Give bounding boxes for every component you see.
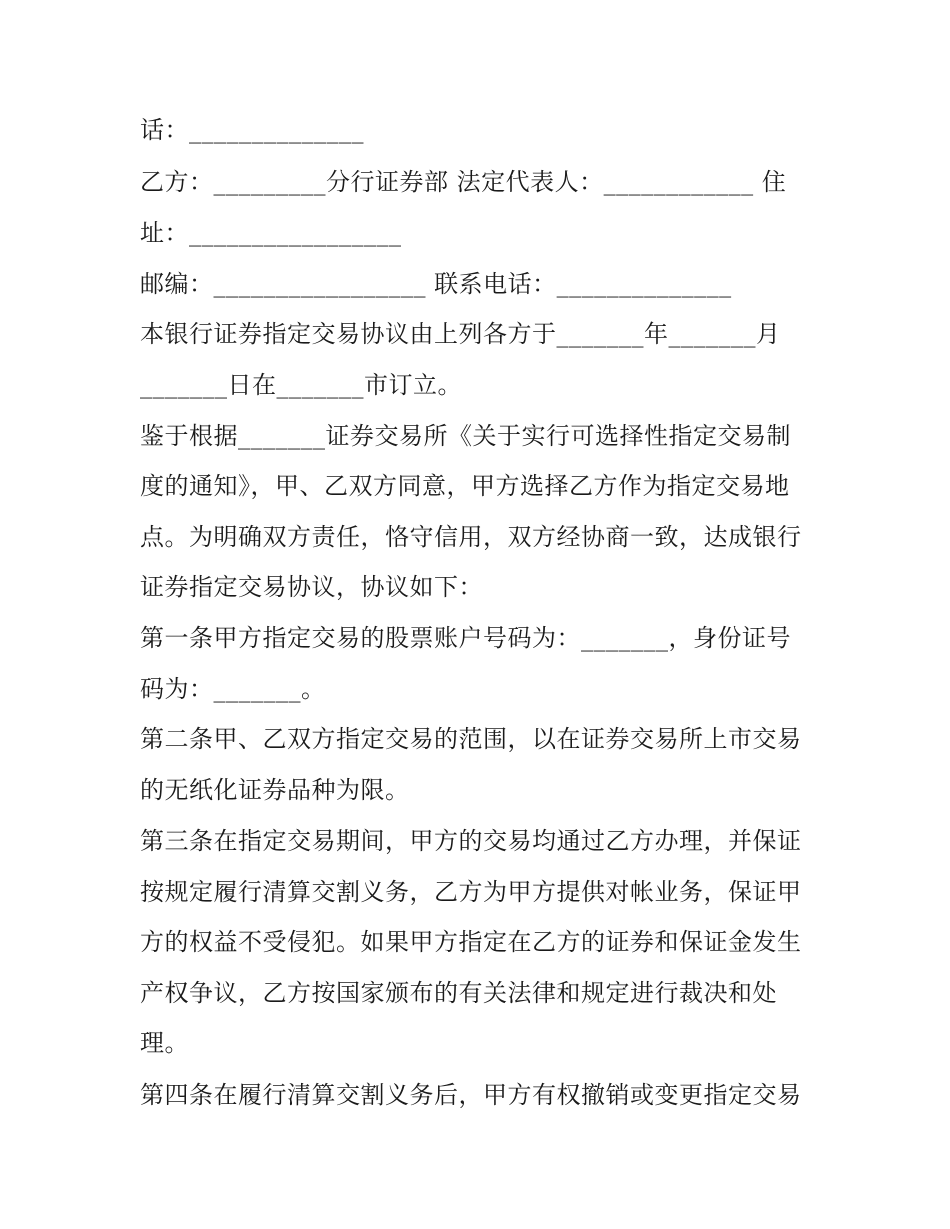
text-line: 乙方：_________分行证券部 法定代表人：____________ 住: [140, 168, 787, 196]
text-line: 的无纸化证券品种为限。: [140, 776, 410, 804]
text-line: 度的通知》，甲、乙双方同意，甲方选择乙方作为指定交易地: [140, 472, 790, 500]
text-line: 话：______________: [140, 116, 364, 144]
text-line: 第四条在履行清算交割义务后，甲方有权撤销或变更指定交易: [140, 1081, 802, 1109]
text-line: 邮编：_________________ 联系电话：______________: [140, 270, 732, 298]
text-line: 鉴于根据_______证券交易所《关于实行可选择性指定交易制: [140, 422, 791, 450]
text-line: 产权争议，乙方按国家颁布的有关法律和规定进行裁决和处: [140, 979, 777, 1007]
text-line: 本银行证券指定交易协议由上列各方于_______年_______月: [140, 320, 781, 348]
text-line: 第三条在指定交易期间，甲方的交易均通过乙方办理，并保证: [140, 827, 802, 855]
text-line: _______日在_______市订立。: [140, 371, 462, 399]
text-line: 理。: [140, 1029, 189, 1057]
text-line: 码为：_______。: [140, 675, 326, 703]
text-line: 证券指定交易协议，协议如下：: [140, 573, 483, 601]
text-line: 第一条甲方指定交易的股票账户号码为：_______，身份证号: [140, 624, 791, 652]
text-line: 按规定履行清算交割义务，乙方为甲方提供对帐业务，保证甲: [140, 878, 802, 906]
text-line: 址：_________________: [140, 219, 402, 247]
text-line: 方的权益不受侵犯。如果甲方指定在乙方的证券和保证金发生: [140, 928, 802, 956]
text-line: 第二条甲、乙双方指定交易的范围，以在证券交易所上市交易: [140, 725, 802, 753]
text-line: 点。为明确双方责任，恪守信用，双方经协商一致，达成银行: [140, 523, 802, 551]
